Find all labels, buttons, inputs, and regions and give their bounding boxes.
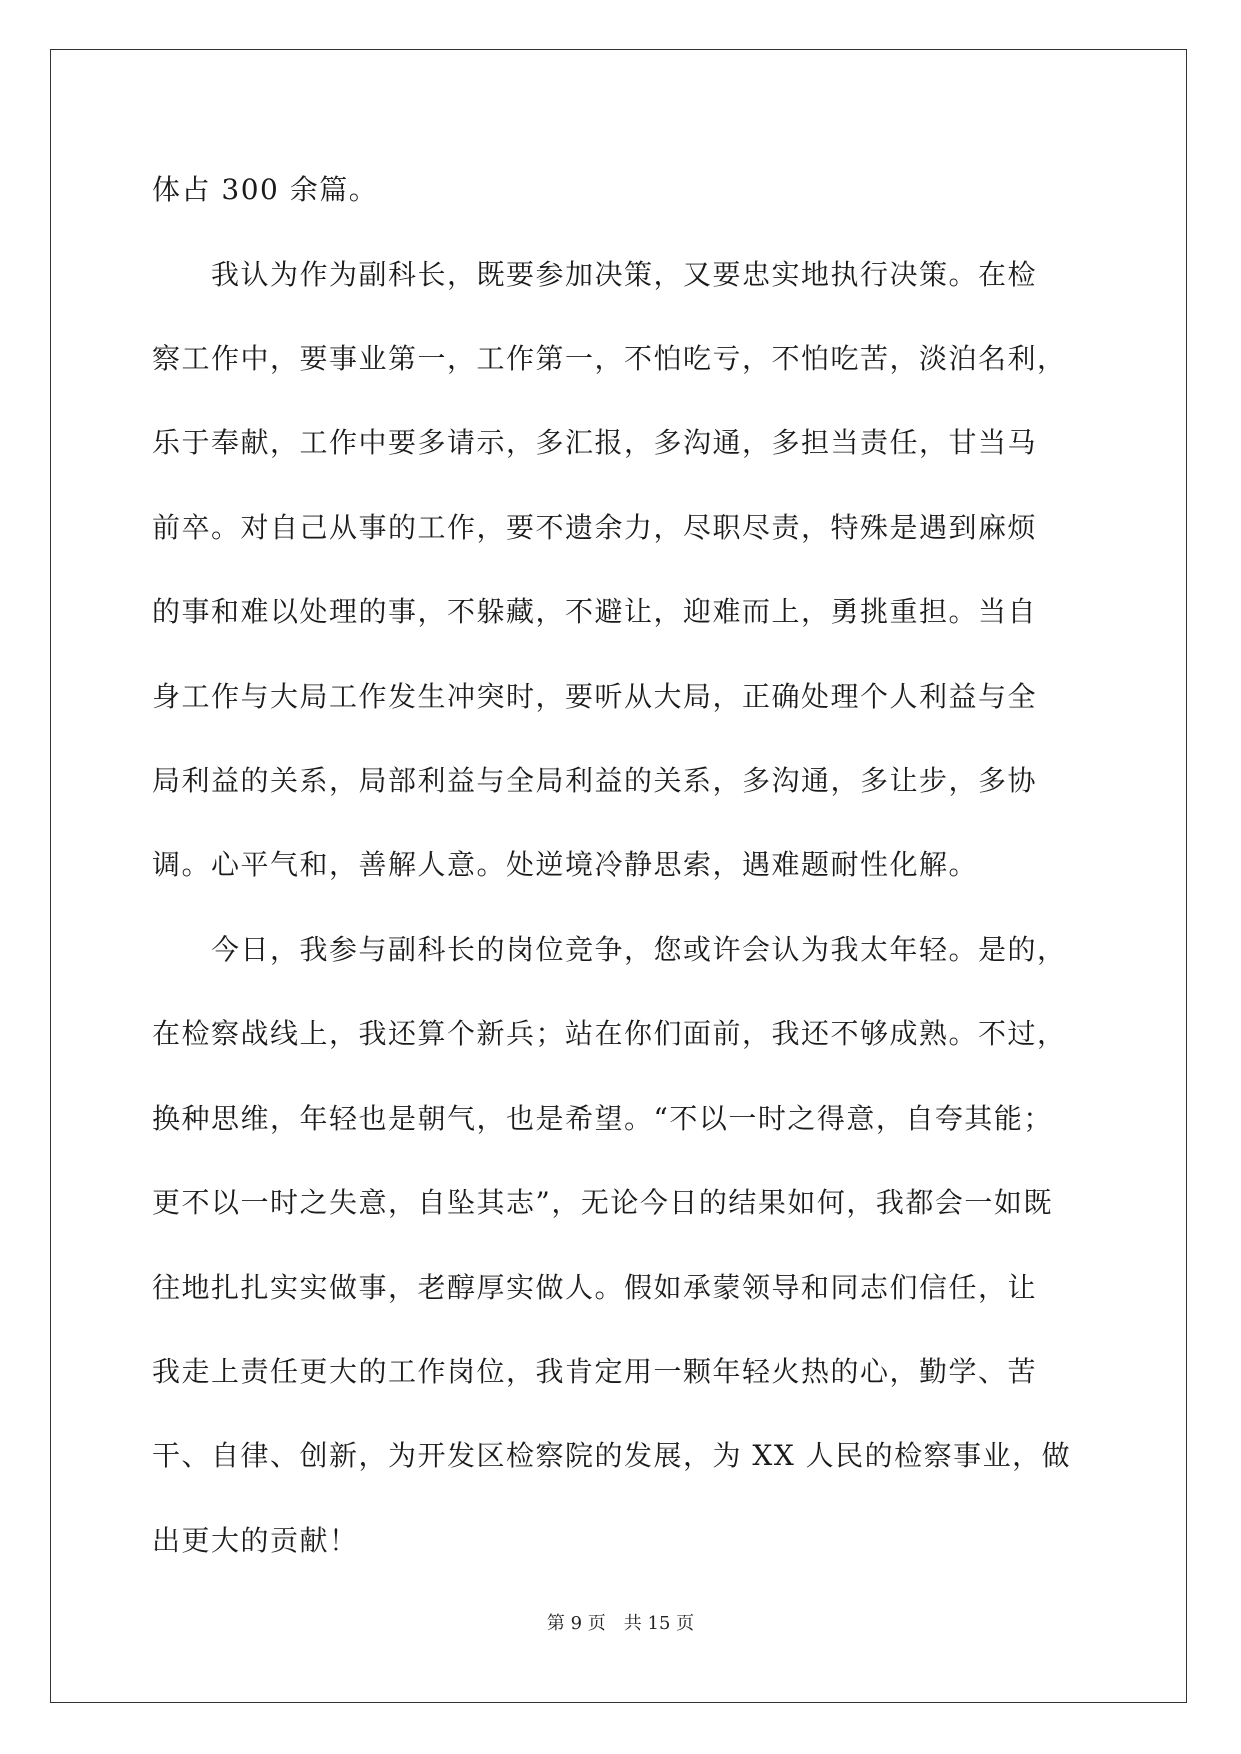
text-line: 出更大的贡献！ — [152, 1524, 359, 1557]
text-line: 今日，我参与副科长的岗位竞争，您或许会认为我太年轻。是的， — [211, 933, 1067, 966]
text-line: 前卒。对自己从事的工作，要不遗余力，尽职尽责，特殊是遇到麻烦 — [152, 511, 1038, 544]
text-line: 身工作与大局工作发生冲突时，要听从大局，正确处理个人利益与全 — [152, 680, 1038, 713]
text-line: 我走上责任更大的工作岗位，我肯定用一颗年轻火热的心，勤学、苦 — [152, 1355, 1038, 1388]
text-line: 的事和难以处理的事，不躲藏，不避让，迎难而上，勇挑重担。当自 — [152, 595, 1038, 628]
text-line: 在检察战线上，我还算个新兵；站在你们面前，我还不够成熟。不过， — [152, 1017, 1067, 1050]
text-line: 察工作中，要事业第一，工作第一，不怕吃亏，不怕吃苦，淡泊名利， — [152, 342, 1067, 375]
text-line: 换种思维，年轻也是朝气，也是希望。“不以一时之得意，自夸其能； — [152, 1102, 1053, 1135]
text-line: 局利益的关系，局部利益与全局利益的关系，多沟通，多让步，多协 — [152, 764, 1038, 797]
text-line: 体占 300 余篇。 — [152, 173, 379, 206]
text-line: 乐于奉献，工作中要多请示，多汇报，多沟通，多担当责任，甘当马 — [152, 426, 1038, 459]
text-line: 更不以一时之失意，自坠其志”，无论今日的结果如何，我都会一如既 — [152, 1186, 1053, 1219]
text-line: 我认为作为副科长，既要参加决策，又要忠实地执行决策。在检 — [211, 258, 1038, 291]
text-line: 调。心平气和，善解人意。处逆境冷静思索，遇难题耐性化解。 — [152, 848, 979, 881]
page-number: 第 9 页 共 15 页 — [546, 1613, 695, 1634]
text-line: 干、自律、创新，为开发区检察院的发展，为 XX 人民的检察事业，做 — [152, 1439, 1072, 1472]
text-line: 往地扎扎实实做事，老醇厚实做人。假如承蒙领导和同志们信任，让 — [152, 1271, 1038, 1304]
